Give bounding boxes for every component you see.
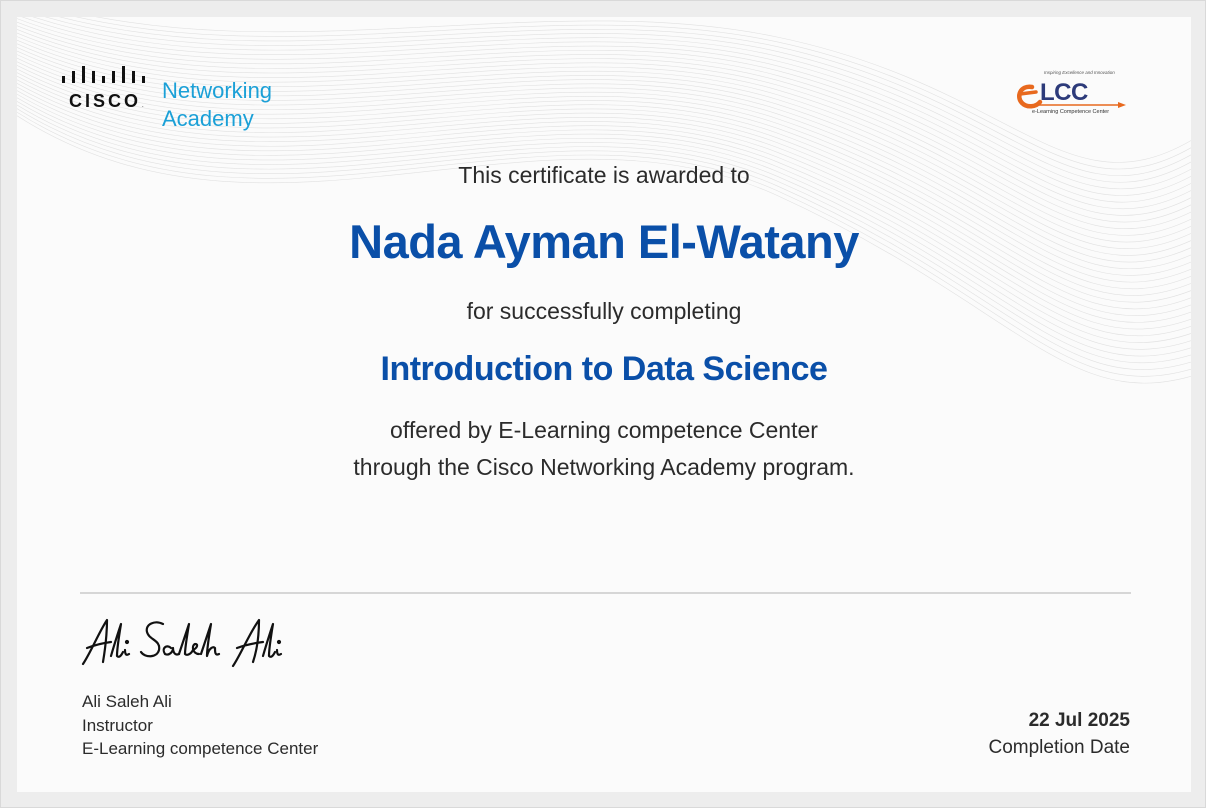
cisco-networking-academy-logo <box>61 63 301 131</box>
offered-by-line-1: offered by E-Learning competence Center <box>390 417 818 443</box>
footer-divider <box>80 592 1131 594</box>
instructor-name: Ali Saleh Ali <box>82 692 172 711</box>
offered-by-line-2: through the Cisco Networking Academy program. <box>353 454 855 480</box>
awarded-to-text: This certificate is awarded to <box>458 162 750 188</box>
cisco-wordmark: CISCO <box>69 91 142 111</box>
academy-text: Academy <box>162 106 254 131</box>
networking-text: Networking <box>162 78 273 103</box>
completion-date: 22 Jul 2025 <box>1028 710 1130 731</box>
instructor-role: Instructor <box>82 716 153 735</box>
certificate-body <box>17 17 1191 792</box>
decorative-wave-background <box>17 17 1191 792</box>
cisco-bridge-icon <box>61 63 151 89</box>
completing-text: for successfully completing <box>466 298 742 324</box>
recipient-name: Nada Ayman El-Watany <box>349 215 859 268</box>
elcc-subtitle: e-Learning Competence Center <box>1032 109 1110 115</box>
elcc-tagline: Inspiring Excellence and Innovation <box>1044 70 1115 75</box>
completion-date-label: Completion Date <box>988 737 1130 758</box>
instructor-organization: E-Learning competence Center <box>82 739 319 758</box>
instructor-signature <box>77 612 307 672</box>
elcc-logo <box>1014 67 1129 115</box>
elcc-wordmark: LCC <box>1040 79 1088 106</box>
trademark-mark: . <box>142 103 144 109</box>
course-name: Introduction to Data Science <box>380 350 828 388</box>
